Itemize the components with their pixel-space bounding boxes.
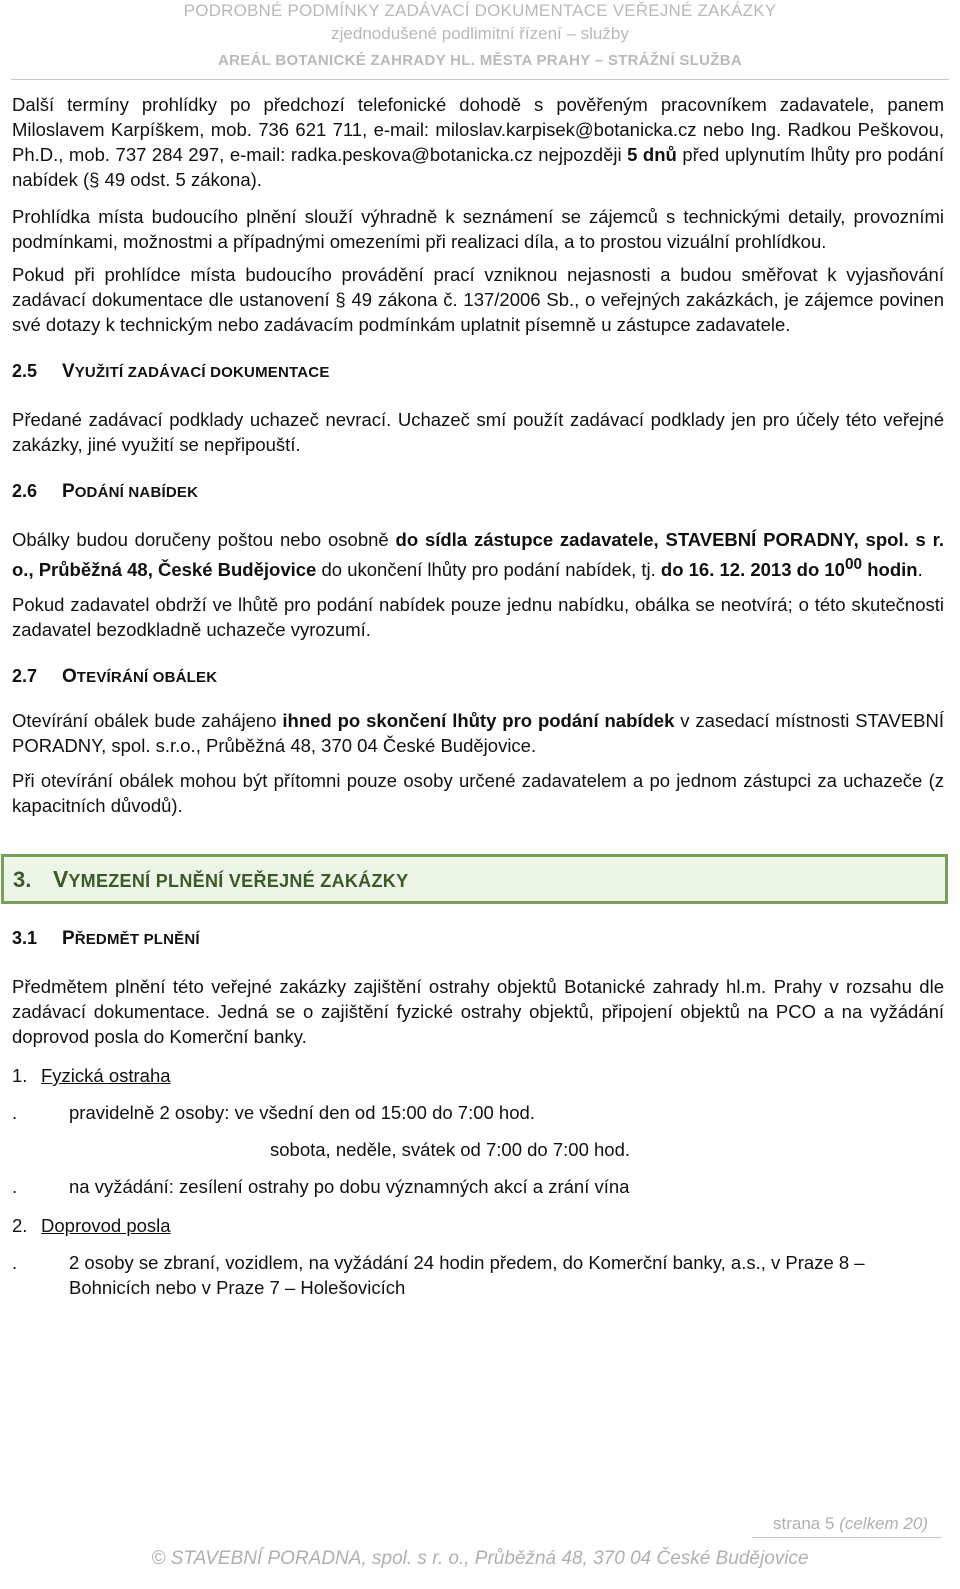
bullet: . xyxy=(12,1176,18,1198)
heading-text: TEVÍRÁNÍ OBÁLEK xyxy=(76,669,218,687)
bold-text: ihned po skončení lhůty pro podání nabídek xyxy=(282,710,675,732)
text-span: v zasedací místnosti STAVEBNÍ PORADNY, spol. s.r.o., Průběžná 48, 370 04 České Budějovice. xyxy=(12,710,945,757)
page-total: (celkem 20) xyxy=(839,1514,928,1533)
list-number: 1. xyxy=(12,1065,28,1087)
section-heading-2-6 xyxy=(12,479,944,505)
list-item-courier-escort xyxy=(12,1213,944,1238)
subitem-text: 2 osoby se zbraní, vozidlem, na vyžádání 24 hodin předem, do Komerční banky, a.s., v Praze 8 – Bohnicích nebo v Praze 7 – Holešovicích xyxy=(69,1252,865,1299)
list-item-physical-guard xyxy=(12,1063,944,1088)
list-title: Fyzická ostraha xyxy=(41,1065,171,1087)
heading-text: ŘEDMĚT PLNĚNÍ xyxy=(74,931,200,949)
section-heading-3-1 xyxy=(12,926,944,952)
list-subitem xyxy=(12,1250,944,1300)
list-title: Doprovod posla xyxy=(41,1215,171,1237)
text-span: Obálky budou doručeny poštou nebo osobně xyxy=(12,529,396,550)
paragraph-subject: Předmětem plnění této veřejné zakázky zajištění ostrahy objektů Botanické zahrady hl.m. Prahy v rozsahu dle zadávací dokumentace. Jedná se o zajištění fyzické ostrahy objektů, připojení objektů na PCO a na vyžádání doprovod posla do Komerční banky. xyxy=(12,976,944,1048)
paragraph-single-bid: Pokud zadavatel obdrží ve lhůtě pro podání nabídek pouze jednu nabídku, obálka se neotvírá; o této skutečnosti zadavatel bezodkladně uchazeče vyrozumí. xyxy=(12,594,944,641)
text-span: před uplynutím lhůty pro podání nabídek (§ 49 odst. 5 zákona). xyxy=(12,144,944,190)
page-number xyxy=(773,1514,928,1534)
deadline-date: do 16. 12. 2013 do 10 xyxy=(660,559,845,581)
footer-copyright xyxy=(0,1548,960,1570)
deadline xyxy=(660,556,918,581)
heading-initial: V xyxy=(53,866,69,893)
paragraph-usage: Předané zadávací podklady uchazeč nevrací. Uchazeč smí použít zadávací podklady jen pro účely této veřejné zakázky, jiné využití se nepřipouští. xyxy=(12,409,944,455)
deadline-unit: hodin xyxy=(862,559,918,581)
section-number: 3.1 xyxy=(12,928,38,949)
section-number: 2.7 xyxy=(12,666,38,687)
page-label: strana 5 xyxy=(773,1514,835,1533)
heading-text: ODÁNÍ NABÍDEK xyxy=(74,484,199,501)
chapter-number: 3. xyxy=(13,867,32,893)
document-body xyxy=(12,92,944,1300)
subitem-text: na vyžádání: zesílení ostrahy po dobu významných akcí a zrání vína xyxy=(69,1176,630,1198)
text-span: Další termíny prohlídky po předchozí telefonické dohodě s pověřeným pracovníkem zadavatele, panem Miloslavem Karpíškem, mob. 736 621 711, e-mail: miloslav.karpisek@botanicka.cz nebo Ing. Radkou Peškovou, Ph.D., mob. 737 284 297, e-mail: radka.peskova@botanicka.cz nejpozději xyxy=(12,94,944,165)
text-span: . xyxy=(917,559,923,581)
chapter-heading-3 xyxy=(1,854,948,904)
section-heading-2-7 xyxy=(12,664,944,690)
paragraph-clarification: Pokud při prohlídce místa budoucího provádění prací vzniknou nejasnosti a budou směřovat k vyjasňování zadávací dokumentace dle ustanovení § 49 zákona č. 137/2006 Sb., o veřejných zakázkách, je zájemce povinen své dotazy k technickým nebo zadávacím podmínkám uplatnit písemně u zástupce zadavatele. xyxy=(12,264,944,335)
header-subtitle: zjednodušené podlimitní řízení – služby xyxy=(331,24,629,43)
text-span: Otevírání obálek bude zahájeno xyxy=(12,710,283,732)
paragraph-opening xyxy=(12,708,944,758)
heading-text: YUŽITÍ ZADÁVACÍ DOKUMENTACE xyxy=(74,364,330,381)
bullet: . xyxy=(12,1102,18,1124)
list-number: 2. xyxy=(12,1215,28,1237)
paragraph-inspection: Prohlídka místa budoucího plnění slouží výhradně k seznámení se zájemců s technickými detaily, provozními podmínkami, možnostmi a případnými omezeními při realizaci díla, a to prostou vizuální prohlídkou. xyxy=(12,206,944,252)
heading-initial: O xyxy=(62,666,77,688)
subitem-text: pravidelně 2 osoby: ve všední den od 15:00 do 7:00 hod. xyxy=(69,1102,535,1124)
list-subitem xyxy=(12,1174,944,1199)
section-heading-2-5 xyxy=(12,359,944,385)
deadline-minutes: 00 xyxy=(844,556,863,573)
heading-initial: P xyxy=(62,481,75,502)
header-title: PODROBNÉ PODMÍNKY ZADÁVACÍ DOKUMENTACE VEŘEJNÉ ZAKÁZKY xyxy=(183,1,777,20)
heading-initial: V xyxy=(62,361,75,382)
header-project: AREÁL BOTANICKÉ ZAHRADY HL. MĚSTA PRAHY – STRÁŽNÍ SLUŽBA xyxy=(217,52,743,69)
text-span: do ukončení lhůty pro podání nabídek, tj. xyxy=(316,559,661,581)
paragraph-submission xyxy=(12,527,944,582)
section-number: 2.5 xyxy=(12,361,38,381)
paragraph-attendees: Při otevírání obálek mohou být přítomni pouze osoby určené zadavatelem a po jednom zástupci za uchazeče (z kapacitních důvodů). xyxy=(12,770,944,817)
copyright-text: © STAVEBNÍ PORADNA, spol. s r. o., Průběžná 48, 370 04 České Budějovice xyxy=(151,1548,809,1569)
bold-text: 5 dnů xyxy=(627,144,677,165)
section-number: 2.6 xyxy=(12,481,38,501)
footer-divider xyxy=(752,1537,942,1538)
bullet: . xyxy=(12,1252,18,1274)
header-divider xyxy=(11,79,949,80)
list-subitem xyxy=(12,1100,944,1125)
bold-text: do sídla zástupce zadavatele, STAVEBNÍ PORADNY, spol. s r. o., Průběžná 48, České Budějovice xyxy=(12,529,944,581)
heading-text: YMEZENÍ PLNĚNÍ VEŘEJNÉ ZAKÁZKY xyxy=(68,871,409,892)
paragraph-contact xyxy=(12,92,944,192)
list-subitem-continuation: sobota, neděle, svátek od 7:00 do 7:00 hod. xyxy=(270,1139,631,1161)
heading-initial: P xyxy=(62,928,75,950)
